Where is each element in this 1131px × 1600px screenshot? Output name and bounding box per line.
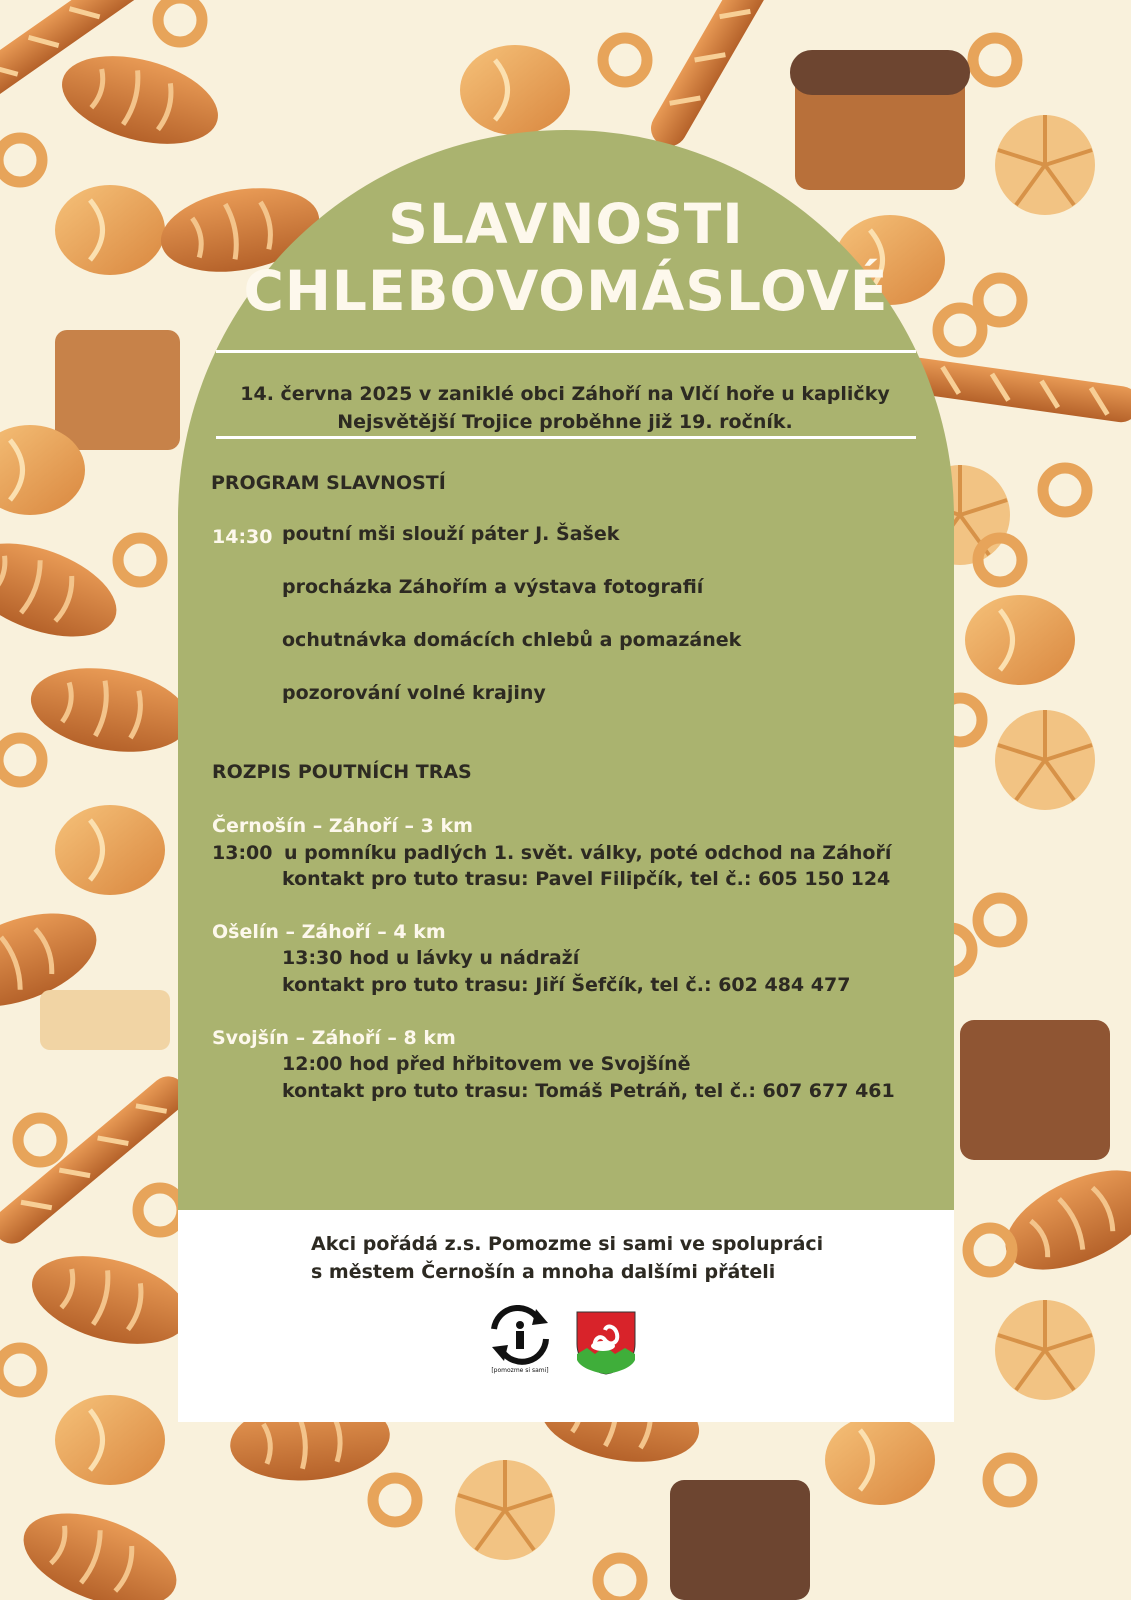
program-item: procházka Záhořím a výstava fotografií	[282, 576, 704, 598]
route-meeting: u pomníku padlých 1. svět. války, poté odchod na Záhoří	[284, 842, 892, 864]
route-time: 13:00	[212, 842, 273, 864]
program-item: poutní mši slouží páter J. Šašek	[282, 523, 620, 545]
logo-caption: [pomozme si sami]	[491, 1367, 549, 1374]
program-item: ochutnávka domácích chlebů a pomazánek	[282, 629, 742, 651]
route-meeting: 12:00 hod před hřbitovem ve Svojšíně	[282, 1053, 691, 1075]
route-name: Svojšín – Záhoří – 8 km	[212, 1027, 456, 1049]
organizer-note	[311, 1230, 823, 1286]
event-intro	[200, 380, 930, 436]
intro-line: 14. června 2025 v zaniklé obci Záhoří na Vlčí hoře u kapličky	[240, 383, 890, 405]
divider-bottom	[216, 436, 916, 439]
route-name: Ošelín – Záhoří – 4 km	[212, 921, 446, 943]
route-meeting: 13:30 hod u lávky u nádraží	[282, 947, 580, 969]
intro-line: Nejsvětější Trojice proběhne již 19. ročník.	[337, 411, 793, 433]
recycle-person-icon	[480, 1305, 560, 1375]
page-title-line1: SLAVNOSTI	[388, 192, 744, 256]
route-contact: kontakt pro tuto trasu: Tomáš Petráň, tel č.: 607 677 461	[282, 1080, 895, 1102]
route-contact: kontakt pro tuto trasu: Jiří Šefčík, tel č.: 602 484 477	[282, 974, 851, 996]
divider-top	[216, 350, 916, 353]
organizer-line: s městem Černošín a mnoha dalšími přáteli	[311, 1261, 776, 1283]
program-item: pozorování volné krajiny	[282, 682, 546, 704]
swan-crest-icon	[575, 1310, 637, 1376]
page-title-line2: CHLEBOVOMÁSLOVÉ	[243, 259, 889, 323]
organizer-line: Akci pořádá z.s. Pomozme si sami ve spolupráci	[311, 1233, 824, 1255]
routes-heading: ROZPIS POUTNÍCH TRAS	[212, 761, 472, 783]
program-time: 14:30	[212, 526, 273, 548]
program-heading: PROGRAM SLAVNOSTÍ	[211, 472, 446, 494]
route-contact: kontakt pro tuto trasu: Pavel Filipčík, tel č.: 605 150 124	[282, 868, 891, 890]
route-name: Černošín – Záhoří – 3 km	[212, 815, 473, 837]
